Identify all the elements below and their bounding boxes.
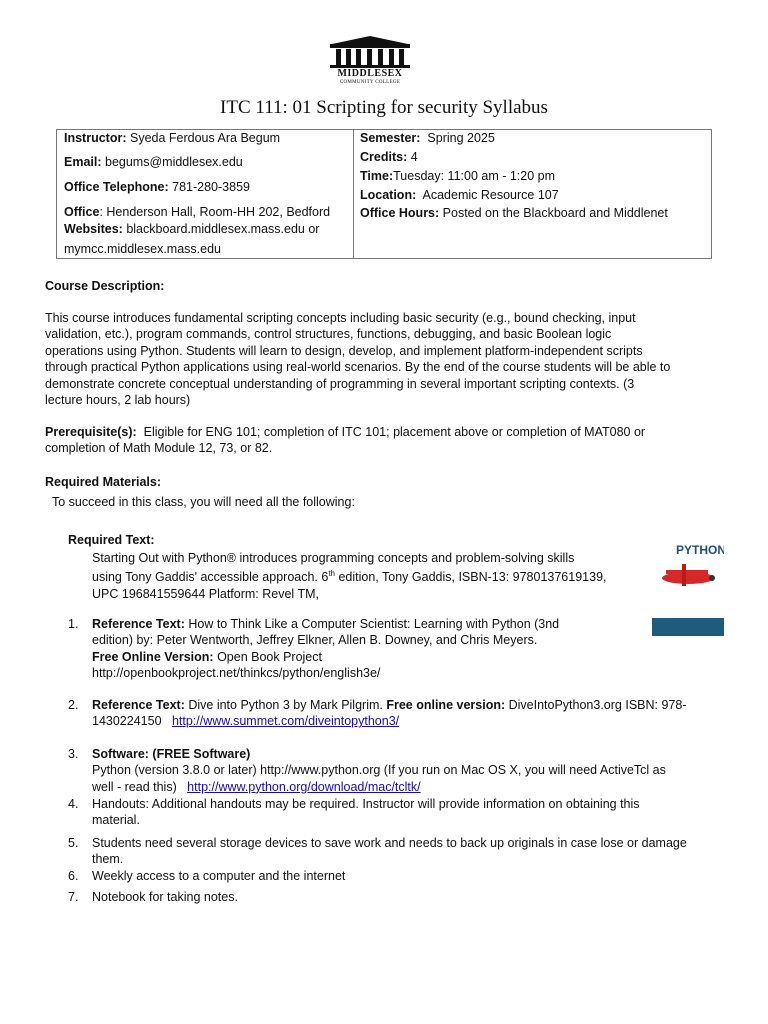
course-description-heading: Course Description: <box>45 279 165 293</box>
logo-name: MIDDLESEX <box>337 68 403 79</box>
textbook-cover-icon <box>652 540 724 604</box>
credits-line: Credits: 4 <box>360 150 418 164</box>
location-line: Location: Academic Resource 107 <box>360 188 559 202</box>
cover-title: PYTHON <box>676 543 724 557</box>
python-tcltk-link[interactable]: http://www.python.org/download/mac/tcltk/ <box>187 779 421 794</box>
course-description-body: This course introduces fundamental scripting concepts including basic security (e.g., bound checking, input validation, etc.), program commands, control structures, functions, debugging, and basic Boolean logic operations using Python. Students will learn to design, develop, and implement platform-independent scripts through practical Python applications using real-world scenarios. By the end of the course students will be able to demonstrate concrete conceptual understanding of programming in several important scripting contexts. (3 lecture hours, 2 lab hours) <box>45 311 671 408</box>
required-materials-heading: Required Materials: <box>45 475 162 489</box>
page-title: ITC 111: 01 Scripting for security Syllabus <box>220 97 548 118</box>
logo-subtitle: COMMUNITY COLLEGE <box>339 80 401 85</box>
required-text-heading: Required Text: <box>68 533 155 547</box>
list-item-reference-text-2: Reference Text: Dive into Python 3 by Mark Pilgrim. Free online version: DiveIntoPython3.org ISBN: 978- 1430224150 http://www.summet.com/diveintopython3/ <box>92 698 687 729</box>
list-item-notebook: Notebook for taking notes. <box>92 890 238 904</box>
diveintopython-link[interactable]: http://www.summet.com/diveintopython3/ <box>171 714 400 729</box>
list-item-storage: Students need several storage devices to save work and needs to back up originals in case lose or damage them. <box>92 836 687 867</box>
list-item-reference-text-1: Reference Text: How to Think Like a Computer Scientist: Learning with Python (3nd edition) by: Peter Wentworth, Jeffrey Elkner, Allen B. Downey, and Chris Meyers. Free Online Version: Open Book Project http://openbookproject.net/thinkcs/python/english3e/ <box>92 617 560 681</box>
semester-line: Semester: Spring 2025 <box>360 131 495 145</box>
phone-line: Office Telephone: 781-280-3859 <box>64 180 250 194</box>
textbook-cover-image <box>652 540 724 604</box>
list-number-3: 3. <box>68 747 79 761</box>
office-hours-line: Office Hours: Posted on the Blackboard and Middlenet <box>360 206 668 220</box>
course-info-table <box>56 129 712 259</box>
list-number-7: 7. <box>68 890 79 904</box>
instructor-line: Instructor: Syeda Ferdous Ara Begum <box>64 131 281 145</box>
reference-book-cover-image <box>652 618 724 636</box>
list-number-5: 5. <box>68 836 79 850</box>
list-item-computer-access: Weekly access to a computer and the internet <box>92 869 346 883</box>
list-item-handouts: Handouts: Additional handouts may be required. Instructor will provide information on obtaining this material. <box>92 797 640 828</box>
list-number-1: 1. <box>68 617 79 631</box>
materials-intro: To succeed in this class, you will need all the following: <box>52 495 355 509</box>
email-line: Email: begums@middlesex.edu <box>64 155 243 169</box>
table-divider <box>353 130 354 258</box>
required-text-body: Starting Out with Python® introduces programming concepts and problem-solving skills using Tony Gaddis' accessible approach. 6th edition, Tony Gaddis, ISBN-13: 9780137619139, UPC 196841559644 Platform: Revel TM, <box>92 551 607 601</box>
time-line: Time:Tuesday: 11:00 am - 1:20 pm <box>360 169 556 183</box>
prerequisites: Prerequisite(s): Eligible for ENG 101; completion of ITC 101; placement above or completion of MAT080 or completion of Math Module 12, 73, or 82. <box>45 425 646 456</box>
list-item-software: Software: (FREE Software) Python (version 3.8.0 or later) http://www.python.org (If you run on Mac OS X, you will need ActiveTcl as well - read this) http://www.python.org/download/mac/tcltk/ <box>92 747 666 794</box>
websites-line-2: mymcc.middlesex.mass.edu <box>64 242 221 256</box>
websites-line: Websites: blackboard.middlesex.mass.edu or <box>64 222 320 236</box>
office-line: Office: Henderson Hall, Room-HH 202, Bedford <box>64 205 331 219</box>
list-number-2: 2. <box>68 698 79 712</box>
list-number-4: 4. <box>68 797 79 811</box>
list-number-6: 6. <box>68 869 79 883</box>
